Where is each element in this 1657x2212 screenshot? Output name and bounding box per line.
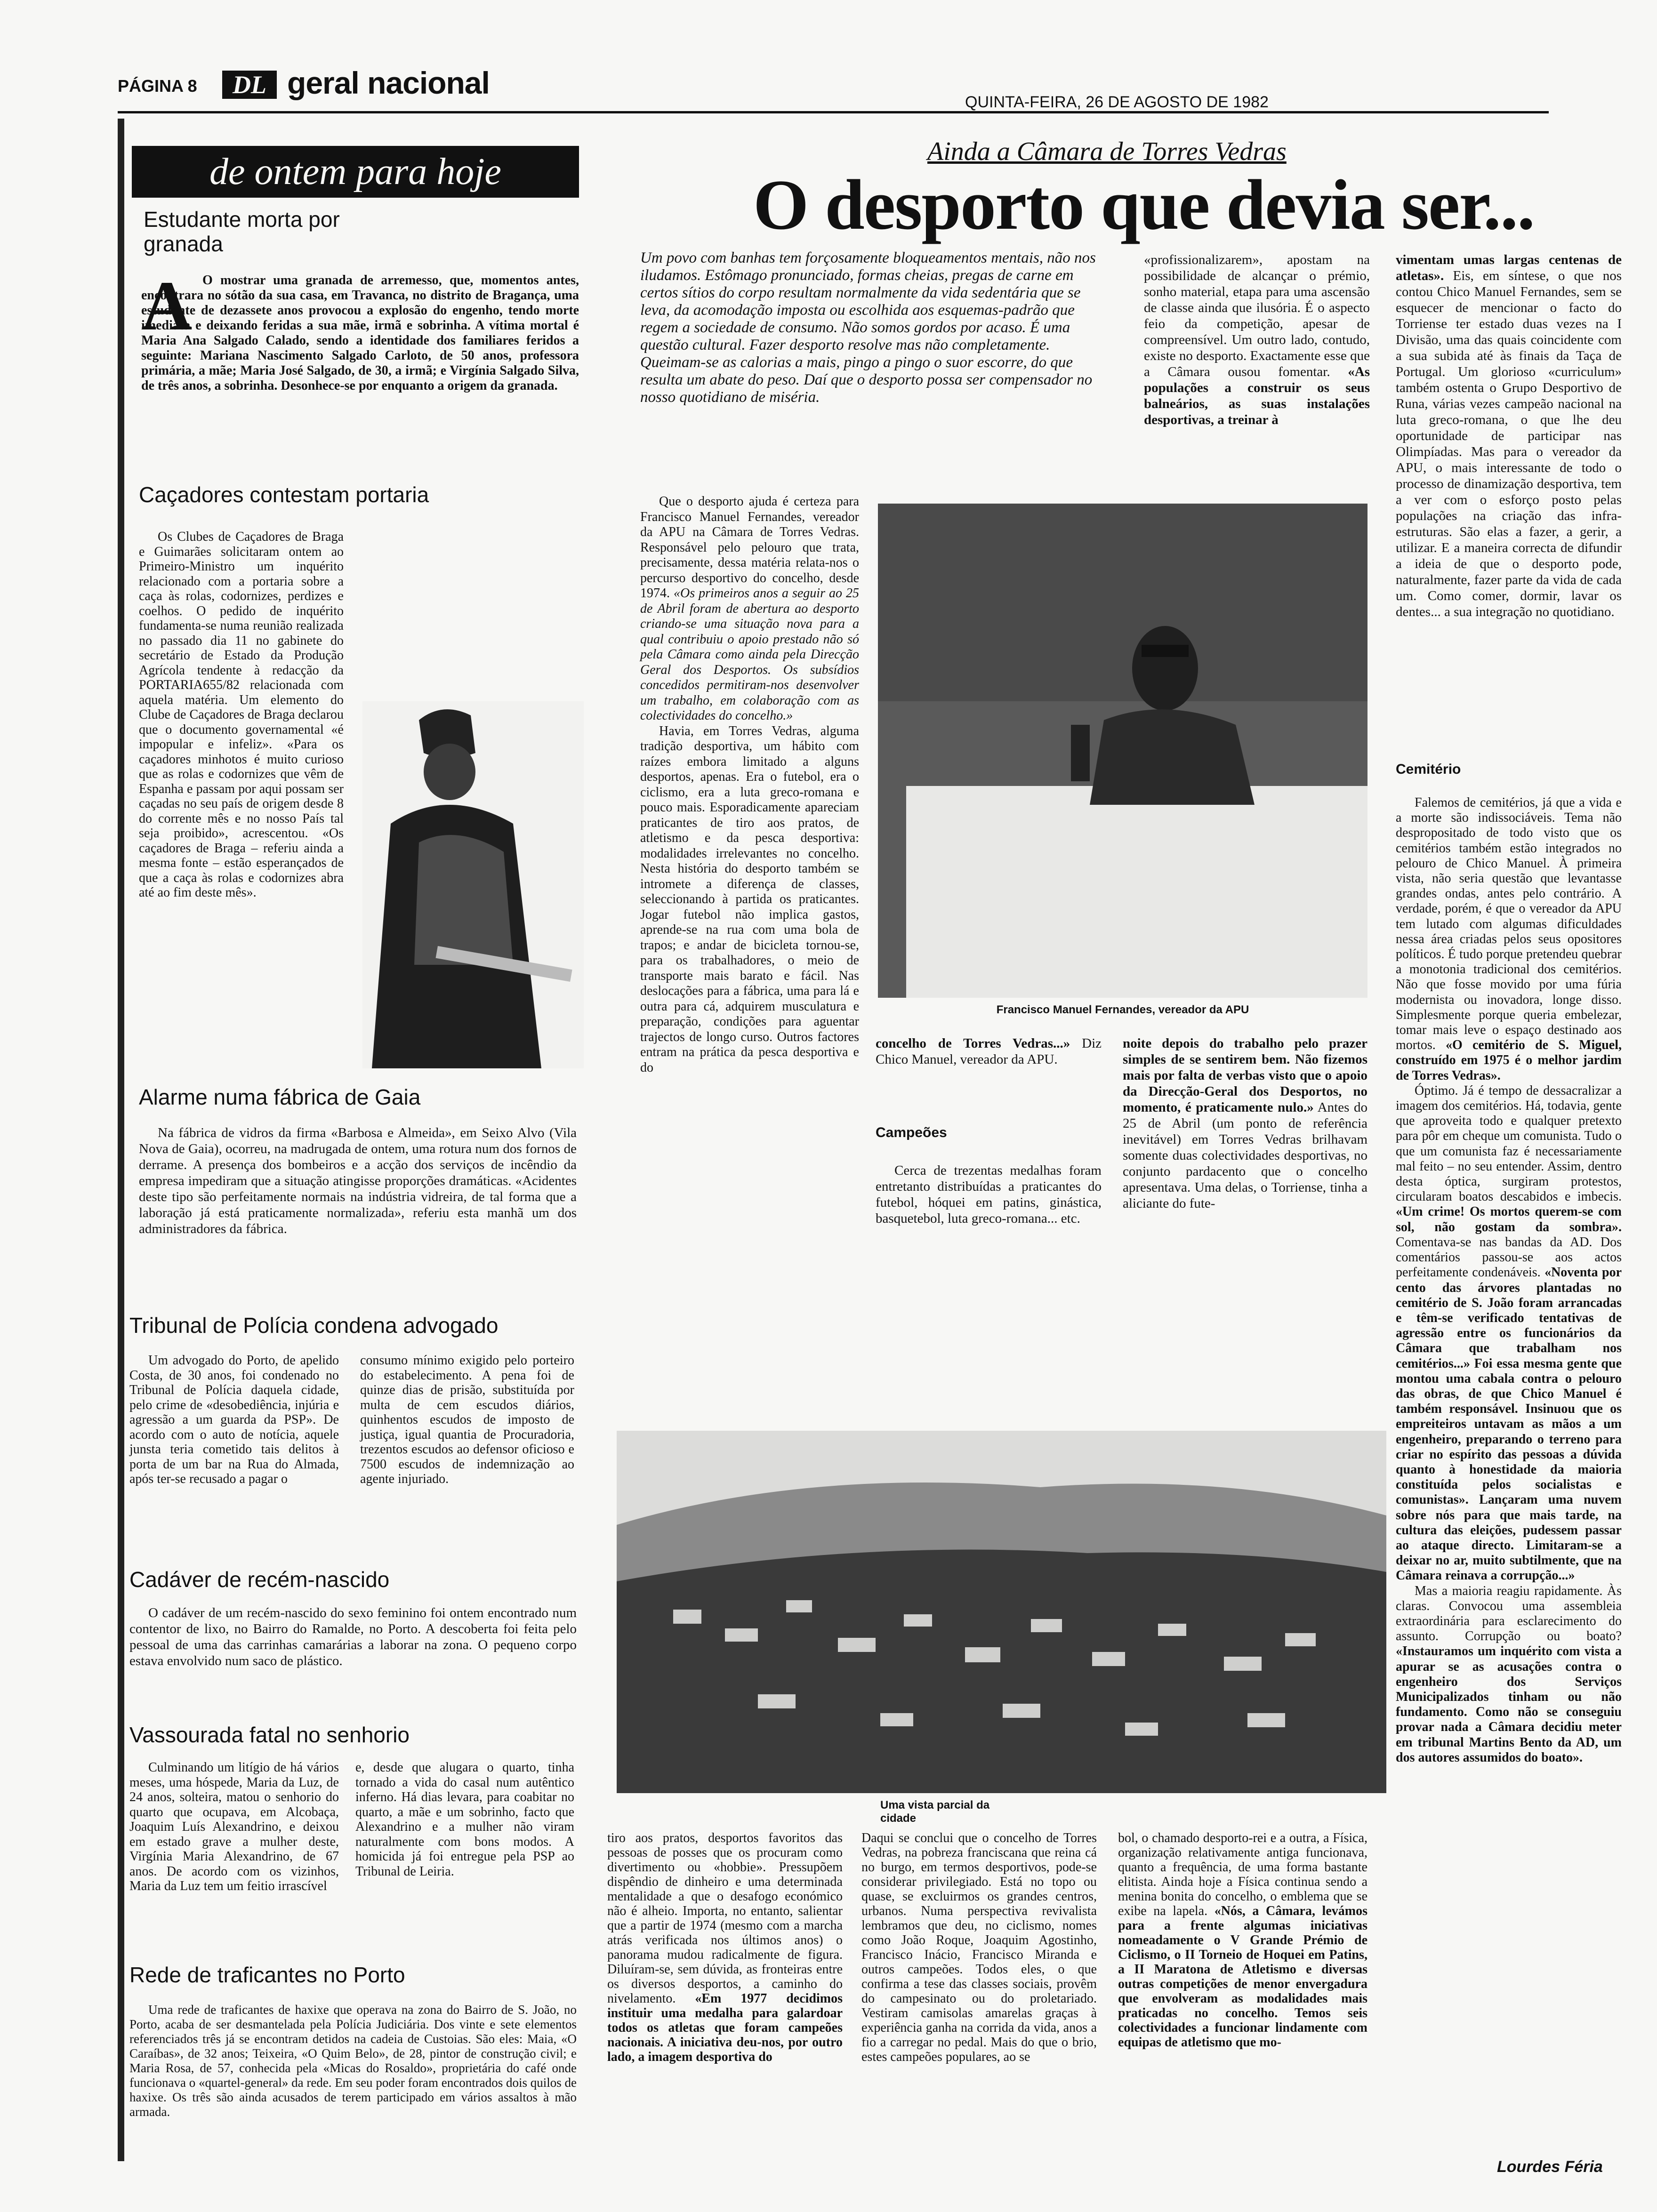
col-mid-a-text: Diz Chico Manuel, vereador da APU. <box>876 1036 1102 1067</box>
col-right-d-text: Comentava-se nas bandas da AD. Dos comentários passou-se aos actos perfeitamente condenáveis. <box>1396 1234 1622 1280</box>
main-col-mid-b <box>876 1162 1102 1226</box>
col-mid-b-text: Cerca de trezentas medalhas foram entretanto distribuídas a praticantes do futebol, hóquei em patins, ginástica, basquetebol, luta greco-romana... etc. <box>876 1163 1102 1226</box>
vereador-photo <box>878 504 1367 998</box>
left-column-border <box>118 119 124 2161</box>
byline: Lourdes Féria <box>1497 2158 1603 2176</box>
col-right-b-text: Falemos de cemitérios, já que a vida e a morte são indissociáveis. Tema não despropositado de todo visto que os cemitérios também estão integrados no pelouro de Chico Manuel. À primeira vista, não seria questão que levantasse grandes ondas, antes pelo contrário. A verdade, porém, é que o vereador da APU tem lutado com algumas dificuldades nessa área criadas pelos seus opositores políticos. É tudo porque pretendeu quebrar a monotonia tradicional dos cemitérios. Não que fosse movido por uma fúria modernista ou inovadora, longe disso. Simplesmente porque queria embelezar, tomar mais leve o espaço destinado aos mortos. <box>1396 795 1622 1053</box>
col-right-b-bold: «O cemitério de S. Miguel, construído em 1975 é o melhor jardim de Torres Vedras». <box>1396 1038 1622 1083</box>
right-col-b <box>1396 795 1622 1765</box>
article-lead: Um povo com banhas tem forçosamente bloqueamentos mentais, não nos iludamos. Estômago pronunciado, formas cheias, pregas de carne em certos sítios do corpo resultam normalmente da vida sedentária que se leva, da acomodação imposta ou escolhida aos esquemas-padrão que regem a sociedade de consumo. Não somos gordos por acaso. É uma questão cultural. Fazer desporto resolve mas não completamente. Queimam-se as calorias a mais, pingo a pingo o suor escorre, do que resulta um abate do peso. Daí que o desporto possa ser compensador no nosso quotidiano de miséria. <box>640 249 1096 406</box>
mid-column-top <box>1144 252 1370 428</box>
subhead-cemiterio: Cemitério <box>1396 761 1461 777</box>
right-top-bold: vimentam umas largas centenas de atletas». <box>1396 252 1622 283</box>
bottom-col-3 <box>1118 1831 1367 2050</box>
article-body-cacadores <box>139 529 344 900</box>
main-col-left <box>640 494 859 1075</box>
col-right-e-bold: «Instauramos um inquérito com vista a apurar se as acusações contra o engenheiro dos Serviços Municipalizados tinham ou não fundamento. Como não se conseguiu provar nada a Câmara decidiu meter em tribunal Martins Bento da AD, um dos autores assumidos do boato». <box>1396 1644 1622 1765</box>
article-title-rede: Rede de traficantes no Porto <box>129 1963 405 1987</box>
mid-top-text: «profissionalizarem», apostam na possibilidade de alcançar o prémio, sonho material, etapa para uma ascensão de classe ainda que ilusória. É o aspecto feio da competição, apesar de compreensível. Um outro lado, contudo, existe no desporto. Exactamente esse que a Câmara ousou fomentar. <box>1144 252 1370 379</box>
photo-caption-vereador: Francisco Manuel Fernandes, vereador da APU <box>996 1003 1249 1016</box>
article-title-cacadores: Caçadores contestam portaria <box>139 482 429 507</box>
logo-monogram-text: DL <box>233 71 266 99</box>
bottom-col1-text: tiro aos pratos, desportos favoritos das pessoas de posses que os procuram como divertimento ou «hobbie». Pressupõem dispêndio de dinheiro e uma determinada mentalidade a que o desafogo económico não é alheio. Importa, no entanto, salientar que a partir de 1974 (mesmo com a marcha atrás verificada nos últimos anos) o panorama mudou radicalmente de figura. Diluíram-se, sem dúvida, as fronteiras entre os diversos desportos, a caminho do nivelamento. <box>607 1831 843 2006</box>
article-title-vassourada: Vassourada fatal no senhorio <box>129 1723 410 1747</box>
section-title: geral nacional <box>287 65 490 100</box>
photo-caption-city: Uma vista parcial da cidade <box>880 1799 990 1825</box>
bottom-col-2: Daqui se conclui que o concelho de Torres Vedras, na pobreza franciscana que reina cá no burgo, em termos desportivos, pode-se considerar privilegiado. Está no topo ou quase, se excluirmos os grandes centros, urbanos. Numa perspectiva revivalista lembramos que deu, no ciclismo, nomes como João Roque, Joaquim Agostinho, Francisco Inácio, Francisco Miranda e outros campeões. Todos eles, o que confirma a tese das classes sociais, provêm do campesinato ou do proletariado. Vestiram camisolas amarelas graças à experiência ganha na corrida da vida, anos a fio a carregar no pedal. Mais do que o brio, estes campeões populares, ao se <box>861 1831 1097 2064</box>
article-body-tribunal-a <box>129 1353 339 1487</box>
bottom-col1-bold: «Em 1977 decidimos instituir uma medalha para galardoar todos os atletas que foram campeões nacionais. A iniciativa deu-nos, por outro lado, a imagem desportiva do <box>607 1991 843 2064</box>
article-body-cadaver <box>129 1605 577 1669</box>
issue-date: QUINTA-FEIRA, 26 DE AGOSTO DE 1982 <box>965 93 1269 111</box>
article-title-tribunal: Tribunal de Polícia condena advogado <box>129 1313 499 1338</box>
vassourada-paragraph-a: Culminando um litígio de há vários meses, uma hóspede, Maria da Luz, de 24 anos, solteira, matou o senhorio do quarto que ocupava, em Alcobaça, Joaquim Luís Alexandrino, e deixou em estado grave a mulher deste, Virgínia Maria Alexandrino, de 67 anos. De acordo com os vizinhos, Maria da Luz tem um feitio irrascível <box>129 1760 339 1893</box>
bottom-col3-bold: «Nós, a Câmara, levámos para a frente algumas iniciativas nomeadamente o V Grande Prémio de Ciclismo, o II Torneio de Hoquei em Patins, a II Maratona de Atletismo e diversas outras competições de menor envergadura que envolveram as modalidades mais praticadas no concelho. Temos seis colectividades a funcionar lindamente com equipas de atletismo que mo- <box>1118 1904 1367 2050</box>
col-left-a-text: Que o desporto ajuda é certeza para Francisco Manuel Fernandes, vereador da APU na Câmara de Torres Vedras. Responsável pelo pelouro que trata, precisamente, dessa matéria relata-nos o percurso desportivo do concelho, desde 1974. <box>640 494 859 601</box>
cadaver-paragraph: O cadáver de um recém-nascido do sexo feminino foi ontem encontrado num contentor de lixo, no Bairro do Ramalde, no Porto. A descoberta foi feita pelo pessoal de uma das carrinhas camarárias a laborar na zona. O pequeno corpo estava envolvido num saco de plástico. <box>129 1605 577 1668</box>
bottom-col-1 <box>607 1831 843 2064</box>
cacadores-paragraph: Os Clubes de Caçadores de Braga e Guimarães solicitaram ontem ao Primeiro-Ministro um inquérito relacionado com a portaria sobre a caça às rolas, codornizes, perdizes e coelhos. O pedido de inquérito fundamenta-se numa reunião realizada no passado dia 11 no gabinete do secretário de Estado da Produção Agrícola tendente à redacção da PORTARIA655/82 relacionada com aquela matéria. Um elemento do Clube de Caçadores de Braga declarou que o documento governamental «é impopular e infeliz». «Para os caçadores minhotos é muito curioso que as rolas e codornizes que vêm de Espanha e passam por aqui possam ser caçadas no seu país de origem desde 8 do corrente mês e no nosso País tal seja proibido», acrescentou. «Os caçadores de Braga – referiu ainda a mesma fonte – estão esperançados de que a caça às rolas e codornizes abra até ao fim deste mês». <box>139 529 344 900</box>
article-body-alarme <box>139 1125 577 1237</box>
tribunal-paragraph-a: Um advogado do Porto, de apelido Costa, de 30 anos, foi condenado no Tribunal de Polícia daquela cidade, pelo crime de «desobediência, injúria e agressão a um guarda da PSP». De acordo com o auto de notícia, aquele junsta teria cometido tais delitos à porta de um bar na Rua do Almada, após ter-se recusado a pagar o <box>129 1353 339 1486</box>
header-rule <box>118 111 1549 113</box>
city-view-photo <box>617 1431 1386 1793</box>
section-banner <box>132 146 579 198</box>
article-body-tribunal-b: consumo mínimo exigido pelo porteiro do estabelecimento. A pena foi de quinze dias de prisão, substituída por multa de cem escudos diários, quinhentos escudos de imposto de justiça, igual quantia de Procuradoria, trezentos escudos ao defensor oficioso e 7500 escudos de indemnização ao agente injuriado. <box>360 1353 574 1486</box>
col-right-e-text: Mas a maioria reagiu rapidamente. Às claras. Convocou uma assembleia extraordinária para esclarecimento do assunto. Corrupção ou boato? <box>1396 1583 1622 1644</box>
alarme-paragraph: Na fábrica de vidros da firma «Barbosa e Almeida», em Seixo Alvo (Vila Nova de Gaia), ocorreu, na madrugada de ontem, uma rotura num dos fornos de derrame. A presença dos bombeiros e a acção dos serviços de incêndio da empresa impediram que a situação atingisse proporções dramáticas. «Acidentes deste tipo são perfeitamente normais na indústria vidreira, de tal forma que a laboração já está praticamente normalizada», referiu esta manhã um dos administradores da fábrica. <box>139 1125 577 1236</box>
article-body-vassourada-b: e, desde que alugara o quarto, tinha tornado a vida do casal num autêntico inferno. Há dias levara, para coabitar no quarto, a mãe e um sobrinho, facto que Alexandrino e a mulher não viram naturalmente com bons modos. A homicida já foi entregue pela PSP ao Tribunal de Leiria. <box>355 1760 574 1879</box>
newspaper-logo-icon <box>221 66 278 105</box>
mid-top-bold: «As populações a construir os seus balneários, as suas instalações desportivas, a treinar à <box>1144 364 1370 427</box>
banner-text: de ontem para hoje <box>209 151 501 192</box>
main-col-mid-c <box>1123 1035 1367 1211</box>
col-left-b-text: Havia, em Torres Vedras, alguma tradição desportiva, um hábito com raízes embora limitado a alguns desportos, apenas. Era o futebol, era o ciclismo, era a luta greco-romana e pouco mais. Esporadicamente apareciam praticantes de tiro aos pratos, de atletismo e da pesca desportiva: modalidades irrelevantes no concelho. Nesta história do desporto também se intromete a diferença de classes, seleccionando à partida os praticantes. Jogar futebol não implica gastos, aprende-se na rua com uma bola de trapos; e andar de bicicleta tornou-se, para os trabalhadores, o meio de transporte mais barato e fácil. Nas deslocações para a fábrica, uma para lá e outra para cá, adquirem musculatura e preparação, condições para aguentar trajectos de longo curso. Outros factores entram na prática da pesca desportiva e do <box>640 723 859 1075</box>
col-mid-c-text: Antes do 25 de Abril (um ponto de referência inevitável) em Torres Vedras brilhavam somente duas colectividades desportivas, no conjunto pardacento que o concelho apresentava. Uma delas, o Torriense, tinha a aliciante do fute- <box>1123 1100 1367 1211</box>
col-right-d-bold: «Noventa por cento das árvores plantadas no cemitério de S. João foram arrancadas e têm-se verificado tentativas de agressão entre os funcionários da Câmara que trabalham nos cemitérios...» Foi essa mesma gente que montou uma cabala contra o pelouro das obras, de que Chico Manuel é também responsável. Insinuou que os empreiteiros untavam as mãos a um engenheiro, preparando o terreno para criar no espírito das pessoas a dúvida quanto à honestidade da maioria constituída pelos socialistas e comunistas». Lançaram uma nuvem sobre nós para que mais tarde, na cultura das eleições, pudessem passar ao ataque directo. Limitaram-se a deixar no ar, muito subtilmente, que na Câmara reinava a corrupção...» <box>1396 1265 1622 1583</box>
col-left-a-italic: «Os primeiros anos a seguir ao 25 de Abril foram de abertura ao desporto criando-se uma situação nova para a qual contribuiu o apoio prestado não só pela Câmara como ainda pela Direcção Geral dos Desportos. Os subsídios concedidos permitiram-nos desenvolver um trabalho, em colaboração com as colectividades do concelho.» <box>640 586 860 723</box>
right-top-text: Eis, em síntese, o que nos contou Chico Manuel Fernandes, sem se esquecer de mencionar o facto do Torriense ter estado duas vezes na I Divisão, uma das quais coincidente com a sua subida até às finais da Taça de Portugal. Um glorioso «curriculum» também ostenta o Grupo Desportivo de Runa, várias vezes campeão nacional na luta greco-romana, o que lhe deu oportunidade de participar nas Olimpíadas. Mas para o vereador da APU, o mais interessante de todo o processo de dinamização desportiva, tem a ver com o esforço posto pelas populações na criação das infra-estruturas. São elas a fazer, a gerir, a utilizar. E a maneira correcta de difundir a ideia de que o desporto pode, naturalmente, fazer parte da vida de cada um. Como comer, dormir, lavar os dentes... a sua integração no quotidiano. <box>1396 268 1622 619</box>
article-title-alarme: Alarme numa fábrica de Gaia <box>139 1085 421 1109</box>
article-body-rede <box>129 2003 577 2119</box>
subhead-campeoes: Campeões <box>876 1125 947 1140</box>
article-body-vassourada-a <box>129 1760 339 1894</box>
col-right-c-bold: «Um crime! Os mortos querem-se com sol, não gostam da sombra». <box>1396 1204 1622 1234</box>
article-kicker: Ainda a Câmara de Torres Vedras <box>927 137 1287 166</box>
article-body-estudante: O mostrar uma granada de arremesso, que, momentos antes, encontrara no sótão da sua casa, em Travanca, no distrito de Bragança, uma estudante de dezassete anos provocou a explosão do engenho, tendo morte imediata e deixando feridas a sua mãe, irmã e sobrinha. A vítima mortal é Maria Ana Salgado Calado, sendo a identidade dos familiares feridos a seguinte: Mariana Nascimento Salgado Carloto, de 50 anos, professora primária, a mãe; Maria José Salgado, de 30, a irmã; e Virgínia Salgado Silva, de três anos, a sobrinha. Desonhece-se por enquanto a origem da granada. <box>141 273 579 393</box>
col-right-c-text: Óptimo. Já é tempo de dessacralizar a imagem dos cemitérios. Há, todavia, gente que aproveita todo e qualquer pretexto para pôr em cheque um comunista. Tudo o que um comunista faz é necessariamente mal feito – no seu entender. Assim, dentro desta óptica, surgiram protestos, circularam boatos descabidos e imbecis. <box>1396 1083 1622 1204</box>
dropcap: A <box>141 267 193 345</box>
article-title-estudante: Estudante morta por granada <box>144 207 340 256</box>
article-title-cadaver: Cadáver de recém-nascido <box>129 1567 390 1592</box>
col-mid-c-bold: noite depois do trabalho pelo prazer simples de se sentirem bem. Não fizemos mais por falta de verbas visto que o apoio da Direcção-Geral dos Desportos, no momento, é praticamente nulo.» <box>1123 1036 1367 1115</box>
hunter-photo <box>362 701 584 1068</box>
rede-paragraph: Uma rede de traficantes de haxixe que operava na zona do Bairro de S. João, no Porto, acaba de ser desmantelada pela Polícia Judiciária. Dos vinte e sete elementos referenciados três já se encontram detidos na cadeia de Custoias. São eles: Maia, «O Caraíbas», de 32 anos; Teixeira, «O Quim Belo», de 28, pintor de construção civil; e Maria Rosa, de 57, conhecida pela «Micas do Rosaldo», proprietária do café onde funcionava o «quartel-general» da rede. Em seu poder foram encontrados dois quilos de haxixe. Os três são ainda acusados de terem participado em vários assaltos à mão armada. <box>129 2003 577 2119</box>
col-mid-a-bold: concelho de Torres Vedras...» <box>876 1036 1070 1051</box>
main-col-mid-a <box>876 1035 1102 1067</box>
right-column-top <box>1396 252 1622 620</box>
page-number: PÁGINA 8 <box>118 76 197 96</box>
bottom-col3-text: bol, o chamado desporto-rei e a outra, a Física, organização relativamente antiga funcionava, quanto a frequência, de uma forma bastante elitista. Ainda hoje a Física continua sendo a menina bonita do concelho, o emblema que se exibe na lapela. <box>1118 1831 1367 1918</box>
article-headline: O desporto que devia ser... <box>753 165 1534 244</box>
